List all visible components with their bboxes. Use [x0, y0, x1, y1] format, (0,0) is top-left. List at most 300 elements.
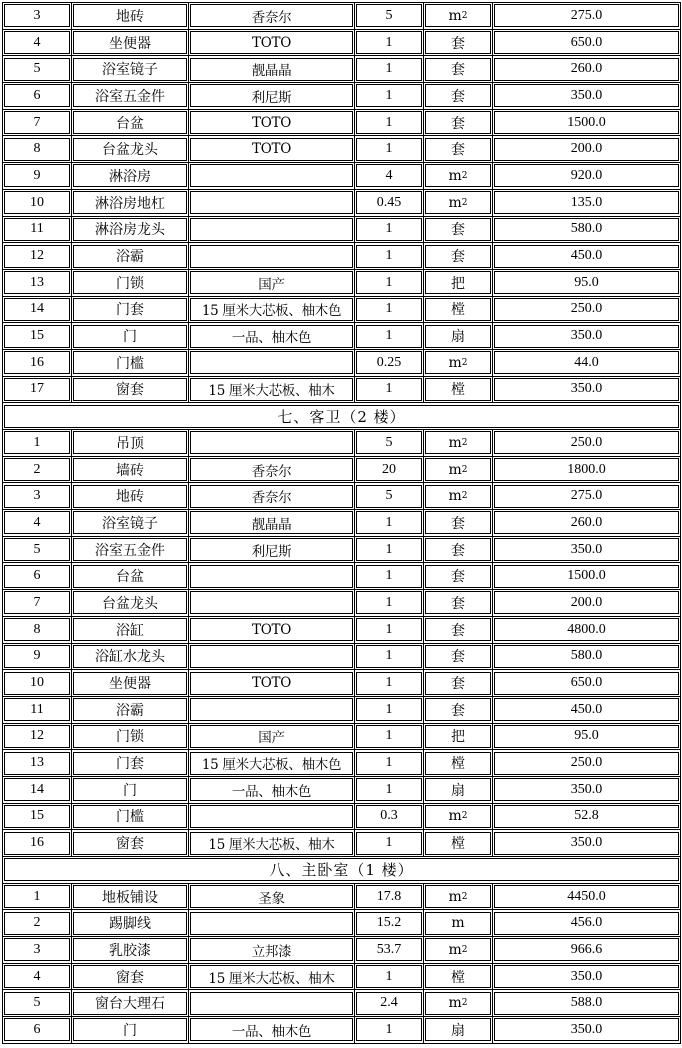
item-number-text: 10 [4, 672, 70, 695]
item-brand-cell [189, 136, 355, 163]
item-unit-text [425, 538, 491, 561]
item-quantity-cell [355, 430, 424, 457]
item-brand-text: 国产 [190, 271, 353, 294]
item-number-text: 15 [4, 325, 70, 348]
item-number-cell [3, 270, 72, 297]
item-unit-text: m 2 [425, 938, 491, 961]
unit-text: 套 [451, 115, 465, 132]
unit-text: m [448, 167, 462, 184]
unit-text: 樘 [451, 969, 465, 986]
item-brand-text: 圣象 [190, 885, 353, 908]
item-name-text: 乳胶漆 [73, 938, 187, 961]
item-amount-cell [493, 590, 681, 617]
item-number-cell [3, 483, 72, 510]
item-brand-cell [189, 430, 355, 457]
item-amount-text: 200.0 [494, 591, 679, 614]
item-number-cell [3, 804, 72, 831]
item-amount-text: 920.0 [494, 164, 679, 187]
item-brand-text: 利尼斯 [190, 84, 353, 107]
unit-text: m [448, 941, 462, 958]
item-amount-cell [493, 430, 681, 457]
item-amount-cell [493, 644, 681, 671]
unit-text: 套 [451, 622, 465, 639]
item-amount-text: 135.0 [494, 191, 679, 214]
item-unit-cell [424, 136, 493, 163]
item-brand-cell [189, 163, 355, 190]
item-name-cell [72, 56, 189, 83]
item-quantity-cell [355, 110, 424, 137]
item-name-text: 墙砖 [73, 458, 187, 481]
item-amount-cell [493, 483, 681, 510]
item-quantity-cell [355, 3, 424, 30]
item-quantity-text: 17.8 [356, 885, 422, 908]
item-name-text: 门槛 [73, 805, 187, 828]
table-row [3, 804, 681, 831]
item-brand-text: 一品、柚木色 [190, 1018, 353, 1041]
unit-text: m [451, 915, 465, 932]
item-unit-text [425, 218, 491, 241]
item-quantity-cell [355, 377, 424, 404]
item-quantity-cell [355, 510, 424, 537]
item-number-cell [3, 83, 72, 110]
table-row [3, 937, 681, 964]
item-amount-text: 350.0 [494, 538, 679, 561]
item-brand-cell [189, 83, 355, 110]
table-row [3, 83, 681, 110]
item-amount-cell [493, 670, 681, 697]
unit-text: m [448, 194, 462, 211]
item-brand-text: 15 厘米大芯板、柚木 [190, 965, 353, 988]
item-amount-cell [493, 83, 681, 110]
item-brand-cell [189, 910, 355, 937]
item-unit-text: m 2 [425, 885, 491, 908]
item-unit-text [425, 912, 491, 935]
item-quantity-cell [355, 964, 424, 991]
item-brand-text: 靓晶晶 [190, 511, 353, 534]
item-name-cell [72, 964, 189, 991]
item-number-text: 6 [4, 84, 70, 107]
item-number-cell [3, 30, 72, 57]
item-amount-cell [493, 243, 681, 270]
item-quantity-text: 1 [356, 965, 422, 988]
item-quantity-cell [355, 217, 424, 244]
item-quantity-cell [355, 644, 424, 671]
item-quantity-cell [355, 884, 424, 911]
table-row [3, 30, 681, 57]
item-brand-cell [189, 804, 355, 831]
item-number-cell [3, 830, 72, 857]
item-brand-cell [189, 297, 355, 324]
item-amount-cell [493, 617, 681, 644]
unit-text: m [448, 488, 462, 505]
item-name-cell [72, 136, 189, 163]
table-row [3, 697, 681, 724]
item-amount-text: 95.0 [494, 271, 679, 294]
item-quantity-text: 0.45 [356, 191, 422, 214]
item-number-text: 8 [4, 618, 70, 641]
item-amount-cell [493, 350, 681, 377]
item-unit-cell [424, 510, 493, 537]
item-unit-text [425, 725, 491, 748]
item-number-cell [3, 937, 72, 964]
item-name-cell [72, 3, 189, 30]
item-name-cell [72, 377, 189, 404]
unit-text: 扇 [451, 1022, 465, 1039]
item-unit-cell [424, 483, 493, 510]
item-brand-text: 一品、柚木色 [190, 325, 353, 348]
unit-text: 扇 [451, 329, 465, 346]
item-unit-text [425, 752, 491, 775]
item-number-text: 4 [4, 31, 70, 54]
unit-text: 套 [451, 88, 465, 105]
item-number-cell [3, 1017, 72, 1044]
item-amount-text: 450.0 [494, 698, 679, 721]
item-number-text: 3 [4, 938, 70, 961]
item-amount-cell [493, 804, 681, 831]
item-name-text: 浴室镜子 [73, 58, 187, 81]
item-number-cell [3, 243, 72, 270]
item-amount-cell [493, 163, 681, 190]
item-brand-text: 国产 [190, 725, 353, 748]
item-brand-text [190, 591, 353, 614]
item-quantity-text: 20 [356, 458, 422, 481]
item-amount-text: 1500.0 [494, 565, 679, 588]
item-brand-cell [189, 243, 355, 270]
item-amount-text: 95.0 [494, 725, 679, 748]
item-amount-cell [493, 830, 681, 857]
item-quantity-cell [355, 83, 424, 110]
item-unit-cell [424, 937, 493, 964]
item-brand-text: 利尼斯 [190, 538, 353, 561]
item-unit-text: m 2 [425, 4, 491, 27]
unit-text: 套 [451, 142, 465, 159]
item-brand-cell [189, 563, 355, 590]
unit-text: 套 [451, 249, 465, 266]
item-quantity-cell [355, 457, 424, 484]
item-unit-cell [424, 163, 493, 190]
unit-text: m [448, 354, 462, 371]
item-number-cell [3, 163, 72, 190]
item-number-text: 14 [4, 298, 70, 321]
item-quantity-text: 1 [356, 84, 422, 107]
item-name-text: 浴室五金件 [73, 84, 187, 107]
item-unit-cell [424, 297, 493, 324]
item-quantity-text: 15.2 [356, 912, 422, 935]
item-unit-cell [424, 697, 493, 724]
item-quantity-text: 1 [356, 538, 422, 561]
unit-text: 扇 [451, 782, 465, 799]
item-amount-text: 44.0 [494, 351, 679, 374]
item-amount-text: 350.0 [494, 378, 679, 401]
item-quantity-text: 1 [356, 511, 422, 534]
section-header-row [3, 403, 681, 430]
item-number-cell [3, 644, 72, 671]
item-brand-cell [189, 670, 355, 697]
item-quantity-text: 1 [356, 778, 422, 801]
item-unit-cell [424, 217, 493, 244]
item-brand-cell [189, 30, 355, 57]
unit-text: 樘 [451, 382, 465, 399]
item-number-text: 5 [4, 992, 70, 1015]
table-row [3, 377, 681, 404]
item-name-cell [72, 697, 189, 724]
item-number-text: 16 [4, 351, 70, 374]
item-number-cell [3, 910, 72, 937]
item-number-cell [3, 136, 72, 163]
item-number-cell [3, 217, 72, 244]
item-unit-cell [424, 457, 493, 484]
item-name-cell [72, 243, 189, 270]
item-amount-text: 1500.0 [494, 111, 679, 134]
table-row [3, 670, 681, 697]
item-name-cell [72, 590, 189, 617]
item-number-cell [3, 697, 72, 724]
item-amount-text: 588.0 [494, 992, 679, 1015]
item-amount-text: 350.0 [494, 778, 679, 801]
item-name-text: 门锁 [73, 271, 187, 294]
item-quantity-cell [355, 990, 424, 1017]
item-quantity-cell [355, 777, 424, 804]
item-amount-text: 350.0 [494, 84, 679, 107]
item-brand-text: 立邦漆 [190, 938, 353, 961]
table-row [3, 56, 681, 83]
item-unit-text [425, 565, 491, 588]
item-number-cell [3, 297, 72, 324]
item-name-cell [72, 910, 189, 937]
item-name-cell [72, 457, 189, 484]
item-number-text: 2 [4, 912, 70, 935]
item-number-text: 17 [4, 378, 70, 401]
item-number-text: 8 [4, 138, 70, 161]
item-unit-cell [424, 270, 493, 297]
item-brand-text: TOTO [190, 138, 353, 161]
item-brand-text [190, 351, 353, 374]
item-number-text: 3 [4, 4, 70, 27]
item-quantity-text: 5 [356, 431, 422, 454]
unit-text: m [448, 434, 462, 451]
table-row [3, 617, 681, 644]
item-quantity-text: 53.7 [356, 938, 422, 961]
table-row [3, 110, 681, 137]
item-quantity-text: 0.25 [356, 351, 422, 374]
item-number-cell [3, 750, 72, 777]
item-name-text: 门 [73, 778, 187, 801]
item-amount-cell [493, 56, 681, 83]
item-name-text: 台盆龙头 [73, 591, 187, 614]
item-unit-text [425, 965, 491, 988]
item-amount-text: 200.0 [494, 138, 679, 161]
item-unit-cell [424, 670, 493, 697]
item-brand-text: TOTO [190, 618, 353, 641]
table-row [3, 724, 681, 751]
item-brand-text [190, 245, 353, 268]
item-name-cell [72, 350, 189, 377]
item-amount-text: 1800.0 [494, 458, 679, 481]
item-unit-cell [424, 1017, 493, 1044]
table-row [3, 537, 681, 564]
item-number-text: 7 [4, 111, 70, 134]
item-number-text: 16 [4, 832, 70, 855]
table-row [3, 270, 681, 297]
unit-text: m [448, 995, 462, 1012]
unit-text: 套 [451, 515, 465, 532]
table-row [3, 750, 681, 777]
item-name-text: 窗台大理石 [73, 992, 187, 1015]
item-quantity-cell [355, 323, 424, 350]
item-name-cell [72, 110, 189, 137]
item-number-text: 15 [4, 805, 70, 828]
item-name-text: 地砖 [73, 4, 187, 27]
item-name-cell [72, 190, 189, 217]
item-quantity-text: 1 [356, 565, 422, 588]
table-body [3, 3, 681, 1044]
item-brand-cell [189, 483, 355, 510]
item-name-text: 台盆 [73, 111, 187, 134]
unit-text: m [448, 808, 462, 825]
item-amount-text: 580.0 [494, 218, 679, 241]
item-amount-cell [493, 110, 681, 137]
table-row [3, 483, 681, 510]
item-brand-cell [189, 110, 355, 137]
item-unit-text [425, 672, 491, 695]
item-amount-cell [493, 724, 681, 751]
table-row [3, 777, 681, 804]
item-amount-text: 650.0 [494, 672, 679, 695]
item-brand-cell [189, 270, 355, 297]
item-number-cell [3, 777, 72, 804]
item-number-text: 12 [4, 245, 70, 268]
item-unit-text [425, 618, 491, 641]
item-amount-cell [493, 990, 681, 1017]
unit-text: 套 [451, 649, 465, 666]
item-amount-cell [493, 964, 681, 991]
table-row [3, 163, 681, 190]
item-name-cell [72, 163, 189, 190]
item-brand-text: TOTO [190, 111, 353, 134]
item-amount-cell [493, 563, 681, 590]
item-quantity-cell [355, 30, 424, 57]
item-number-cell [3, 377, 72, 404]
item-unit-cell [424, 83, 493, 110]
table-row [3, 3, 681, 30]
item-unit-text [425, 325, 491, 348]
unit-text: 套 [451, 676, 465, 693]
unit-text: 套 [451, 702, 465, 719]
item-number-cell [3, 110, 72, 137]
item-unit-text: m 2 [425, 191, 491, 214]
item-quantity-cell [355, 590, 424, 617]
item-unit-cell [424, 830, 493, 857]
item-unit-text [425, 511, 491, 534]
item-brand-cell [189, 884, 355, 911]
item-quantity-cell [355, 537, 424, 564]
item-name-cell [72, 217, 189, 244]
item-name-text: 窗套 [73, 965, 187, 988]
item-amount-cell [493, 750, 681, 777]
item-name-text: 浴霸 [73, 245, 187, 268]
table-row [3, 243, 681, 270]
item-number-text: 4 [4, 965, 70, 988]
item-number-cell [3, 884, 72, 911]
item-quantity-text: 5 [356, 485, 422, 508]
item-unit-text [425, 645, 491, 668]
item-name-text: 浴霸 [73, 698, 187, 721]
item-number-text: 6 [4, 565, 70, 588]
item-unit-text [425, 591, 491, 614]
item-quantity-cell [355, 350, 424, 377]
item-quantity-cell [355, 937, 424, 964]
table-row [3, 590, 681, 617]
item-name-text: 坐便器 [73, 31, 187, 54]
item-quantity-text: 4 [356, 164, 422, 187]
item-unit-text [425, 298, 491, 321]
item-number-cell [3, 56, 72, 83]
item-amount-cell [493, 270, 681, 297]
item-unit-cell [424, 777, 493, 804]
item-brand-text [190, 164, 353, 187]
item-unit-text [425, 245, 491, 268]
item-unit-text [425, 31, 491, 54]
item-brand-cell [189, 750, 355, 777]
item-unit-text [425, 111, 491, 134]
item-name-cell [72, 937, 189, 964]
unit-text: 套 [451, 569, 465, 586]
item-amount-text: 350.0 [494, 965, 679, 988]
item-brand-text [190, 912, 353, 935]
item-quantity-cell [355, 163, 424, 190]
item-number-text: 13 [4, 752, 70, 775]
item-brand-cell [189, 537, 355, 564]
item-unit-cell [424, 644, 493, 671]
item-amount-text: 966.6 [494, 938, 679, 961]
item-quantity-cell [355, 56, 424, 83]
table-row [3, 297, 681, 324]
item-name-text: 地板铺设 [73, 885, 187, 908]
item-quantity-text: 1 [356, 618, 422, 641]
item-name-cell [72, 1017, 189, 1044]
item-unit-cell [424, 430, 493, 457]
section-title-cell [3, 403, 681, 430]
unit-text: m [448, 7, 462, 24]
item-quantity-cell [355, 750, 424, 777]
item-amount-cell [493, 190, 681, 217]
item-unit-text: m 2 [425, 805, 491, 828]
item-name-text: 淋浴房 [73, 164, 187, 187]
item-quantity-cell [355, 483, 424, 510]
item-quantity-cell [355, 617, 424, 644]
item-brand-cell [189, 777, 355, 804]
item-amount-cell [493, 510, 681, 537]
item-amount-text: 52.8 [494, 805, 679, 828]
unit-text: m [448, 461, 462, 478]
item-unit-cell [424, 804, 493, 831]
item-name-cell [72, 483, 189, 510]
item-number-cell [3, 563, 72, 590]
item-quantity-text: 1 [356, 245, 422, 268]
item-brand-text: 香奈尔 [190, 4, 353, 27]
item-unit-text [425, 698, 491, 721]
section-title: 八、主卧室（1 楼） [4, 858, 679, 881]
item-unit-text [425, 271, 491, 294]
item-name-text: 淋浴房龙头 [73, 218, 187, 241]
item-quantity-text: 1 [356, 58, 422, 81]
item-name-cell [72, 830, 189, 857]
item-name-text: 浴缸水龙头 [73, 645, 187, 668]
item-amount-cell [493, 884, 681, 911]
item-amount-text: 350.0 [494, 832, 679, 855]
item-brand-cell [189, 937, 355, 964]
item-amount-cell [493, 910, 681, 937]
